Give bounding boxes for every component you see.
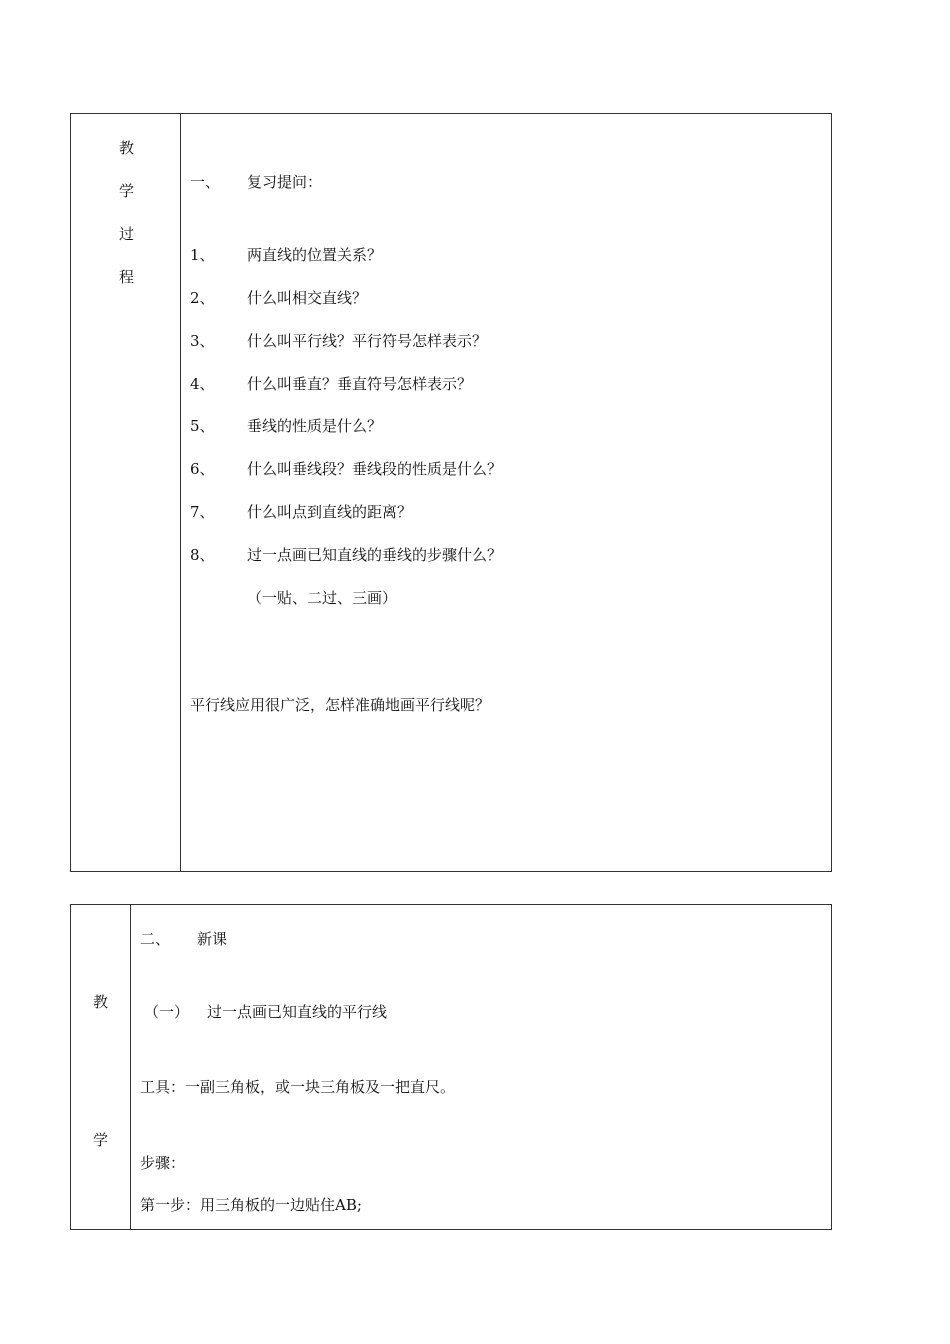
question-text: 什么叫垂直？垂直符号怎样表示？ xyxy=(247,375,473,393)
transition-question: 平行线应用很广泛，怎样准确地画平行线呢？ xyxy=(190,696,491,714)
question-text: 过一点画已知直线的垂线的步骤什么？ xyxy=(247,546,503,564)
subsection-title: 过一点画已知直线的平行线 xyxy=(207,1003,388,1021)
question-text: 垂线的性质是什么？ xyxy=(247,417,383,435)
question-text: 什么叫平行线？平行符号怎样表示？ xyxy=(247,332,488,350)
steps-note: （一贴、二过、三画） xyxy=(247,589,398,607)
tools-text: 工具：一副三角板，或一块三角板及一把直尺。 xyxy=(140,1078,456,1096)
side-label-char: 教 xyxy=(93,993,109,1011)
question-text: 两直线的位置关系？ xyxy=(247,246,383,264)
table-2-divider xyxy=(130,905,131,1229)
side-label-char: 程 xyxy=(119,268,135,286)
section-marker: 一、 xyxy=(190,173,221,191)
question-number: 6、 xyxy=(190,460,215,478)
question-text: 什么叫点到直线的距离？ xyxy=(247,503,413,521)
question-number: 1、 xyxy=(190,246,215,264)
question-text: 什么叫相交直线？ xyxy=(247,289,368,307)
question-text: 什么叫垂线段？垂线段的性质是什么？ xyxy=(247,460,503,478)
steps-label: 步骤： xyxy=(140,1154,186,1172)
question-number: 8、 xyxy=(190,546,215,564)
lesson-table-2 xyxy=(70,904,832,1230)
lesson-table-1 xyxy=(70,113,832,872)
question-number: 2、 xyxy=(190,289,215,307)
question-number: 7、 xyxy=(190,503,215,521)
section-title: 复习提问： xyxy=(247,173,323,191)
question-number: 3、 xyxy=(190,332,215,350)
side-label-char: 教 xyxy=(119,139,135,157)
section-title: 新课 xyxy=(197,930,228,948)
side-label-char: 学 xyxy=(93,1131,109,1149)
question-number: 5、 xyxy=(190,417,215,435)
section-marker: 二、 xyxy=(140,930,171,948)
table-1-divider xyxy=(180,114,181,871)
subsection-marker: （一） xyxy=(144,1003,190,1021)
question-number: 4、 xyxy=(190,375,215,393)
step-1-text: 第一步：用三角板的一边贴住AB; xyxy=(140,1196,362,1214)
side-label-char: 过 xyxy=(119,225,135,243)
side-label-char: 学 xyxy=(119,182,135,200)
